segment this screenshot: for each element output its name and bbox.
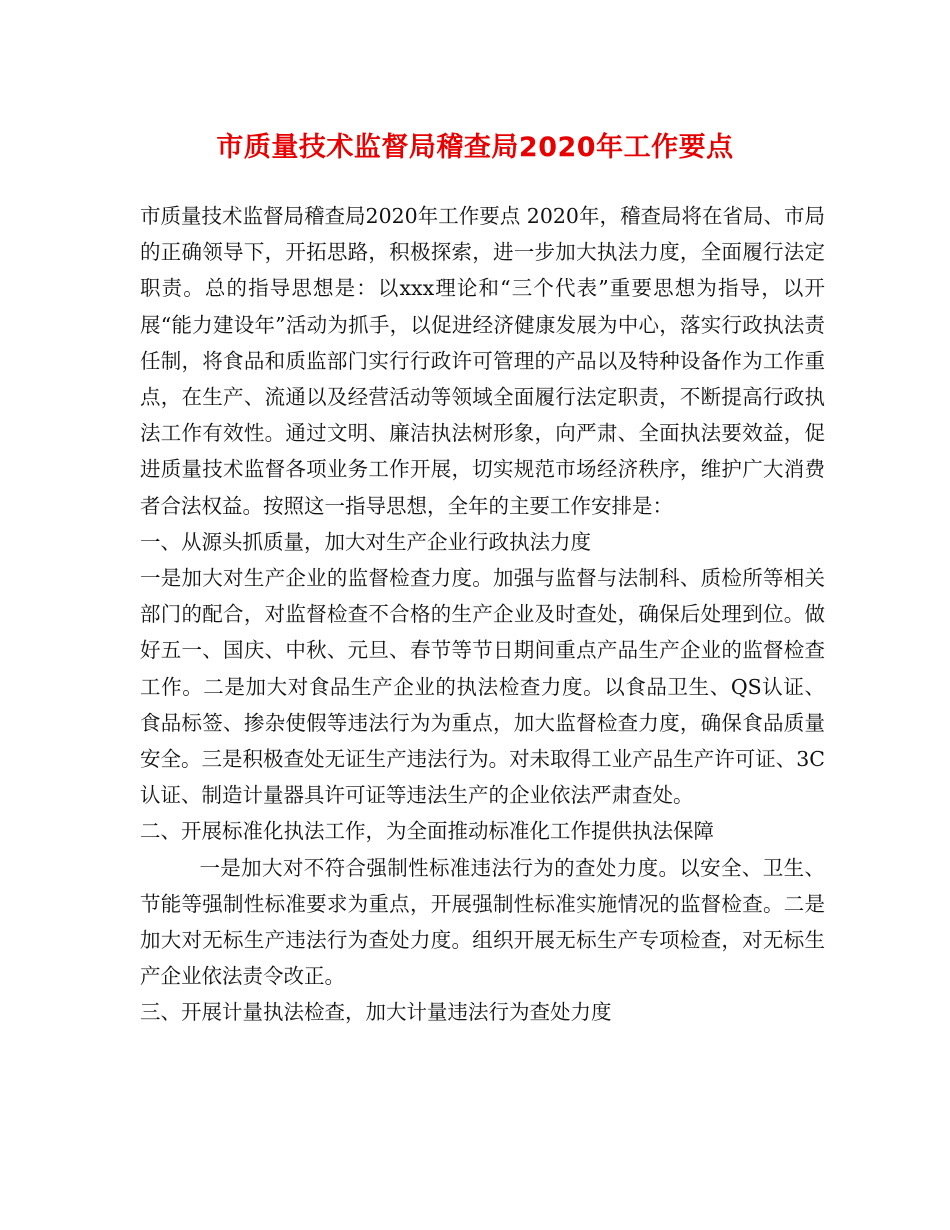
section-heading-3: 三、开展计量执法检查，加大计量违法行为查处力度 (140, 1000, 612, 1025)
section-heading-1: 一、从源头抓质量，加大对生产企业行政执法力度 (140, 529, 591, 554)
document-body (140, 198, 825, 1031)
section-paragraph-1: 一是加大对生产企业的监督检查力度。加强与监督与法制科、质检所等相关部门的配合，对监督检查不合格的生产企业及时查处，确保后处理到位。做好五一、国庆、中秋、元旦、春节等节日期间重点产品生产企业的监督检查工作。二是加大对食品生产企业的执法检查力度。以食品卫生、QS认证、食品标签、掺杂使假等违法行为为重点，加大监督检查力度，确保食品质量安全。三是积极查处无证生产违法行为。对未取得工业产品生产许可证、3C认证、制造计量器具许可证等违法生产的企业依法严肃查处。 (140, 566, 825, 808)
section-paragraph-2: 一是加大对不符合强制性标准违法行为的查处力度。以安全、卫生、节能等强制性标准要求为重点，开展强制性标准实施情况的监督检查。二是加大对无标生产违法行为查处力度。组织开展无标生产专项检查，对无标生产企业依法责令改正。 (140, 855, 825, 989)
intro-paragraph: 市质量技术监督局稽查局2020年工作要点 2020年，稽查局将在省局、市局的正确领导下，开拓思路，积极探索，进一步加大执法力度，全面履行法定职责。总的指导思想是：以xxx理论和“三个代表”重要思想为指导，以开展“能力建设年”活动为抓手，以促进经济健康发展为中心，落实行政执法责任制，将食品和质监部门实行行政许可管理的产品以及特种设备作为工作重点，在生产、流通以及经营活动等领域全面履行法定职责，不断提高行政执法工作有效性。通过文明、廉洁执法树形象，向严肃、全面执法要效益，促进质量技术监督各项业务工作开展，切实规范市场经济秩序，维护广大消费者合法权益。按照这一指导思想，全年的主要工作安排是： (140, 204, 825, 518)
section-heading-2: 二、开展标准化执法工作，为全面推动标准化工作提供执法保障 (140, 819, 714, 844)
document-title: 市质量技术监督局稽查局2020年工作要点 (216, 132, 734, 163)
